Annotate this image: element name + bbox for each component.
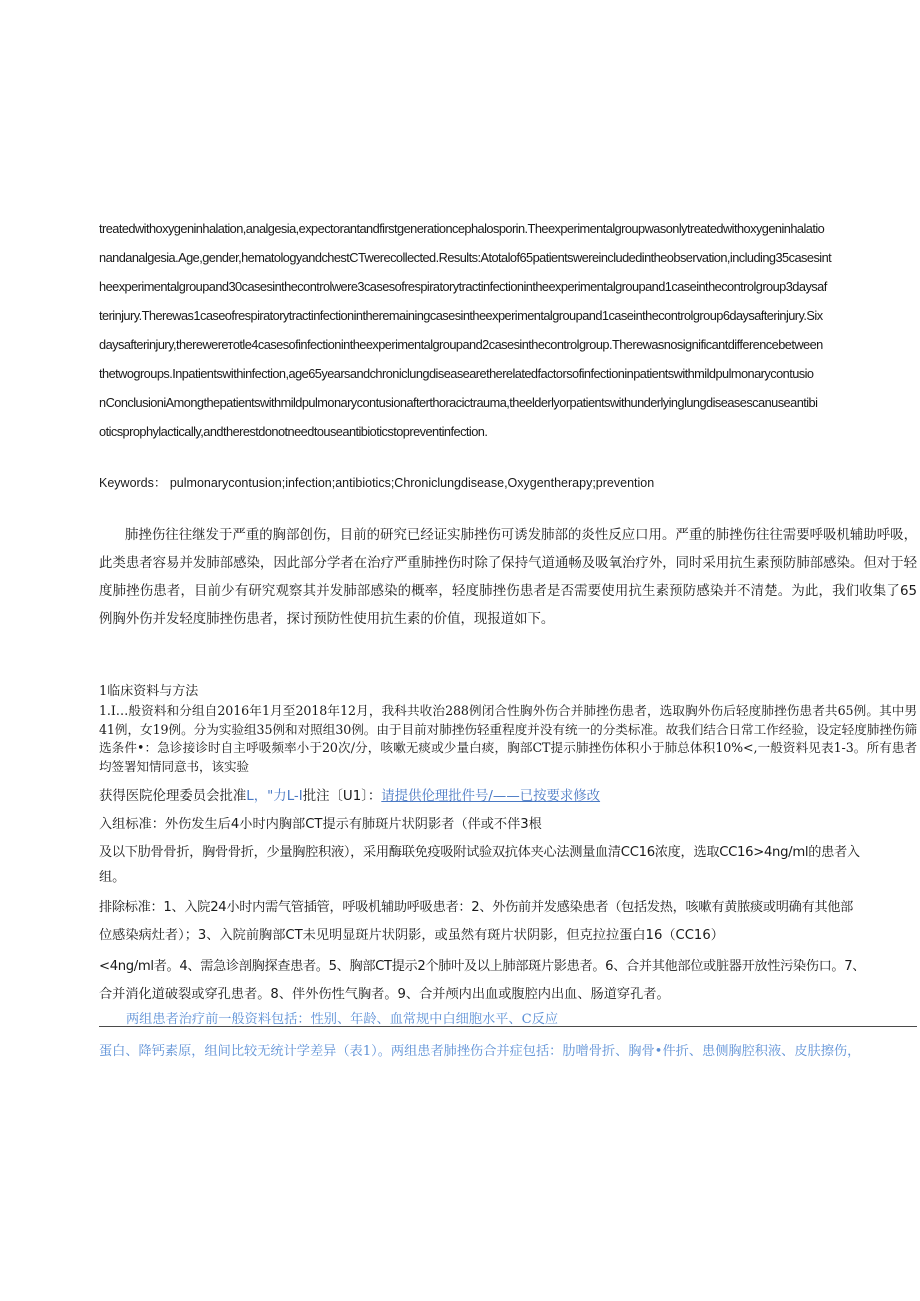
tracked-change-line: 蛋白、降钙素原，组间比较无统计学差异（表1）。两组患者肺挫伤合并症包括：肋噌骨折、胸骨•件折、患侧胸腔积液、皮肤擦伤， — [99, 1044, 861, 1059]
exclusion-line: 合并消化道破裂或穿孔患者。8、伴外伤性气胸者。9、合并颅内出血或腹腔内出血、肠道穿孔者。 — [99, 987, 670, 1002]
exclusion-line: 排除标准：1、入院24小时内需气管插管，呼吸机辅助呼吸患者：2、外伤前并发感染患者（包括发热，咳嗽有黄脓痰或明确有其他部 — [99, 900, 854, 915]
exclusion-line: 位感染病灶者）；3、入院前胸部CT未见明显斑片状阴影，或虽然有斑片状阴影，但克拉拉蛋白16（CC16） — [99, 928, 724, 943]
abstract-line: thetwogroups.Inpatientswithinfection,age65yearsandchroniclungdiseasearetherelatedfactorsofinfectioninpatientswithmildpulmonarycontusio — [99, 366, 814, 381]
abstract-line: treatedwithoxygeninhalation,analgesia,expectorantandfirstgenerationcephalosporin.Theexperimentalgroupwasonlytreatedwithoxygeninhalatio — [99, 221, 825, 236]
abstract-line: nConclusioniAmongthepatientswithmildpulmonarycontusionafterthoracictrauma,theelderlyorpatientswithunderlyinglungdiseasescanuseantibi — [99, 395, 818, 410]
divider — [99, 1026, 917, 1027]
approval-text: 获得医院伦理委员会批准 — [99, 789, 247, 804]
comment-text[interactable]: 请提供伦理批件号/——已按要求修改 — [381, 789, 601, 804]
abstract-line: nandanalgesia.Age,gender,hematologyandchestCTwerecollected.Results:Atotalof65patientswereincludedintheobservation,including35casesint — [99, 250, 832, 265]
abstract-line: terinjury.Therewas1caseofrespiratorytractinfectionintheremainingcasesintheexperimentalgroupand1caseinthecontrolgroup6daysafterinjury.Six — [99, 308, 823, 323]
keywords: Keywords： pulmonarycontusion;infection;antibiotics;Chroniclungdisease,Oxygentherapy;prevention — [99, 476, 655, 490]
inclusion-line: 组。 — [99, 870, 126, 885]
comment-label[interactable]: 批注〔U1〕： — [302, 789, 382, 804]
section-title: 1临床资料与方法 — [99, 684, 199, 699]
inclusion-line: 入组标准：外伤发生后4小时内胸部CT提示有肺斑片状阴影者（伴或不伴3根 — [99, 817, 542, 832]
ethics-approval-line — [99, 785, 600, 804]
introduction-paragraph: 肺挫伤往往继发于严重的胸部创伤，目前的研究已经证实肺挫伤可诱发肺部的炎性反应口用。严重的肺挫伤往往需要呼吸机辅助呼吸，此类患者容易并发肺部感染，因此部分学者在治疗严重肺挫伤时除了保持气道通畅及吸氧治疗外，同时采用抗生素预防肺部感染。但对于轻度肺挫伤患者，目前少有研究观察其并发肺部感染的概率，轻度肺挫伤患者是否需要使用抗生素预防感染并不清楚。为此，我们收集了65例胸外伤并发轻度肺挫伤患者，探讨预防性使用抗生素的价值，现报道如下。 — [99, 528, 917, 627]
abstract-line: heexperimentalgroupand30casesinthecontrolwere3casesofrespiratorytractinfectionintheexperimentalgroupand1caseinthecontrolgroup3daysaf — [99, 279, 827, 294]
exclusion-line: <4ng/ml者。4、需急诊剖胸探查患者。5、胸部CT提示2个肺叶及以上肺部斑片影患者。6、合并其他部位或脏器开放性污染伤口。7、 — [99, 959, 866, 974]
comment-anchor[interactable]: L，"力L-I — [246, 789, 303, 804]
inclusion-line: 及以下肋骨骨折，胸骨骨折，少量胸腔积液），采用酶联免疫吸附试验双抗体夹心法测量血清CC16浓度，选取CC16>4ng/ml的患者入 — [99, 845, 860, 860]
abstract-line: daysafterinjury,therewerетotle4casesofinfectionintheexperimentalgroupand2casesinthecontrolgroup.Therewasnosignificantdifferencebetween — [99, 337, 823, 352]
tracked-change-line: 两组患者治疗前一般资料包括：性别、年龄、血常规中白细胞水平、C反应 — [126, 1012, 559, 1027]
abstract-line: oticsprophylactically,andtherestdonotneedtouseantibioticstopreventinfection. — [99, 424, 488, 439]
general-info-paragraph: 1.I…般资料和分组自2016年1月至2018年12月，我科共收治288例闭合性胸外伤合并肺挫伤患者，选取胸外伤后轻度肺挫伤患者共65例。其中男41例，女19例。分为实验组35例和对照组30例。由于目前对肺挫伤轻重程度并没有统一的分类标准。故我们结合日常工作经验，设定轻度肺挫伤筛选条件•：急诊接诊时自主呼吸频率小于20次/分，咳嗽无痰或少量白痰，胸部CT提示肺挫伤体积小于肺总体积10%<,一般资料见表1-3。所有患者均签署知情同意书，该实验 — [99, 703, 917, 774]
